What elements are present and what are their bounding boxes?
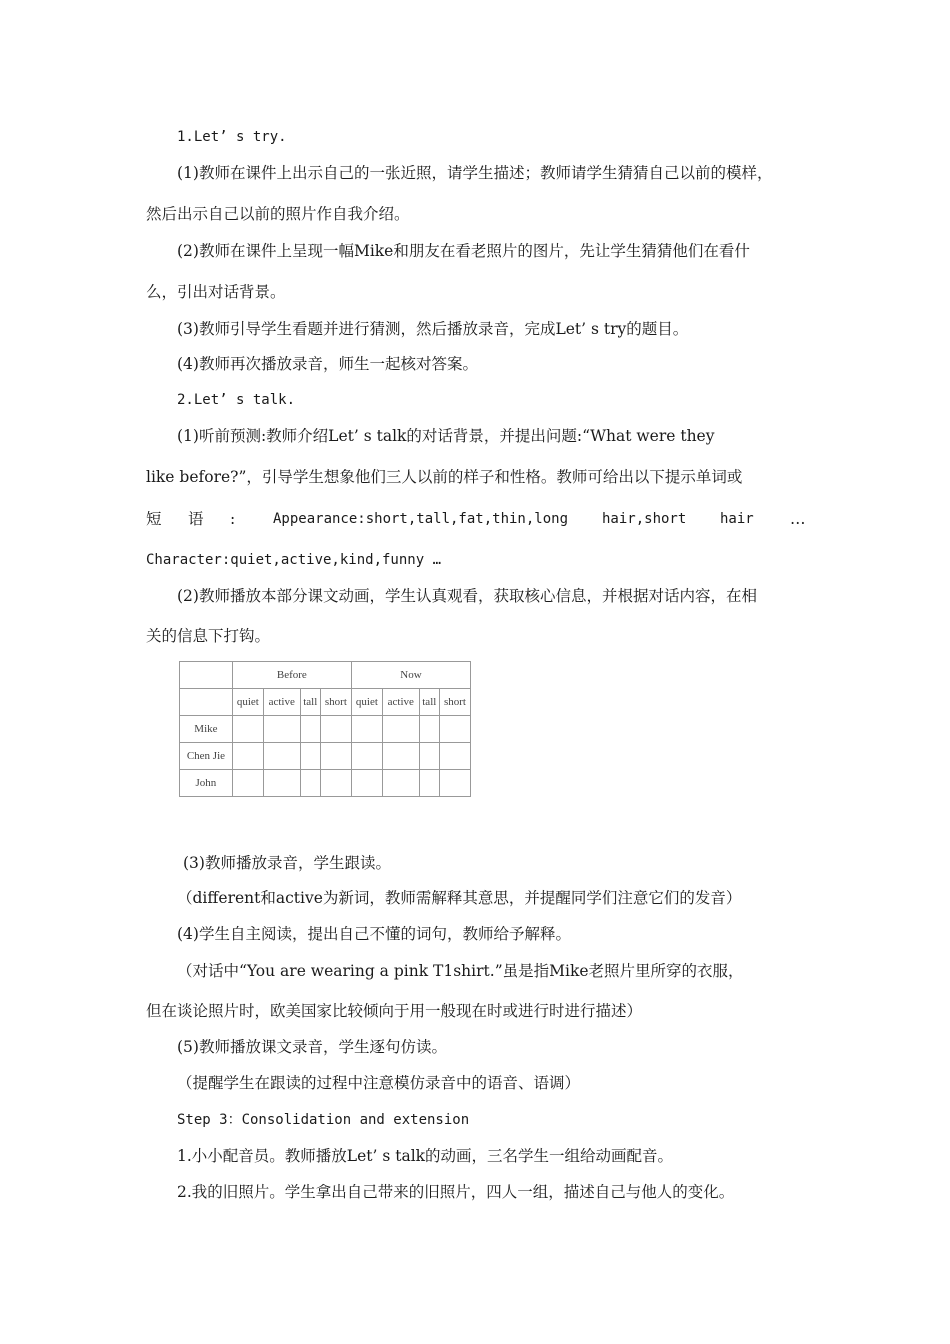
table-row [180, 662, 471, 689]
paragraph-line: Character:quiet,active,kind,funny … [146, 552, 442, 568]
table-cell [263, 716, 300, 743]
table-cell [320, 743, 351, 770]
paragraph-line: hair,short [602, 511, 687, 527]
paragraph-line: （提醒学生在跟读的过程中注意模仿录音中的语音、语调） [177, 1074, 581, 1092]
paragraph-line: 2.我的旧照片。学生拿出自己带来的旧照片，四人一组，描述自己与他人的变化。 [177, 1183, 735, 1201]
table-column-header: tall [419, 689, 439, 716]
table-cell [382, 770, 419, 797]
table-column-header: short [320, 689, 351, 716]
checklist-table [179, 661, 471, 797]
table-cell [300, 743, 320, 770]
paragraph-line: (5)教师播放课文录音，学生逐句仿读。 [177, 1038, 447, 1056]
paragraph-line: (3)教师引导学生看题并进行猜测，然后播放录音，完成Let’ s try的题目。 [177, 320, 689, 338]
table-row-header: Chen Jie [180, 743, 233, 770]
paragraph-line: 关的信息下打钩。 [146, 627, 271, 645]
table-cell [263, 770, 300, 797]
paragraph-line: (2)教师播放本部分课文动画，学生认真观看，获取核心信息，并根据对话内容，在相 [177, 587, 757, 605]
paragraph-line: like before?”，引导学生想象他们三人以前的样子和性格。教师可给出以下提示单词或 [146, 468, 743, 486]
table-column-header: quiet [351, 689, 382, 716]
table-column-header: active [382, 689, 419, 716]
paragraph-line: 语 [188, 510, 204, 528]
table-cell [419, 743, 439, 770]
paragraph-line: 但在谈论照片时，欧美国家比较倾向于用一般现在时或进行时进行描述） [146, 1002, 643, 1020]
table-cell [300, 770, 320, 797]
table-cell [439, 716, 470, 743]
paragraph-line: 1.小小配音员。教师播放Let’ s talk的动画，三名学生一组给动画配音。 [177, 1147, 674, 1165]
table-row [180, 743, 471, 770]
paragraph-line: (4)学生自主阅读，提出自己不懂的词句，教师给予解释。 [177, 925, 571, 943]
table-column-header: active [263, 689, 300, 716]
paragraph-line: 么，引出对话背景。 [146, 283, 286, 301]
table-cell [320, 716, 351, 743]
paragraph-line: (3)教师播放录音，学生跟读。 [183, 854, 391, 872]
table-cell [419, 770, 439, 797]
paragraph-line: （different和active为新词，教师需解释其意思，并提醒同学们注意它们的发音） [177, 889, 742, 907]
table-cell [351, 716, 382, 743]
paragraph-line: 短 [146, 510, 162, 528]
table-cell [263, 743, 300, 770]
table-row [180, 716, 471, 743]
table-cell [300, 716, 320, 743]
table-cell [320, 770, 351, 797]
paragraph-line: (1)教师在课件上出示自己的一张近照，请学生描述；教师请学生猜猜自己以前的模样， [177, 164, 773, 182]
table-cell [351, 743, 382, 770]
paragraph-line: (1)听前预测:教师介绍Let’ s talk的对话背景，并提出问题:“What were they [177, 427, 715, 445]
paragraph-line: (2)教师在课件上呈现一幅Mike和朋友在看老照片的图片，先让学生猜猜他们在看什 [177, 242, 750, 260]
paragraph-line: … [790, 510, 806, 528]
table-cell [180, 662, 233, 689]
section-heading-lets-talk: 2.Let’ s talk. [177, 392, 296, 408]
table-row [180, 689, 471, 716]
section-heading-lets-try: 1.Let’ s try. [177, 129, 287, 145]
section-heading-step3: Step 3：Consolidation and extension [177, 1112, 470, 1128]
table-column-header: quiet [232, 689, 263, 716]
table-column-header: tall [300, 689, 320, 716]
paragraph-line: : [230, 510, 236, 528]
paragraph-line: 然后出示自己以前的照片作自我介绍。 [146, 205, 410, 223]
paragraph-line: （对话中“You are wearing a pink T1shirt.”虽是指Mike老照片里所穿的衣服， [177, 962, 744, 980]
table-cell [180, 689, 233, 716]
table-cell [439, 770, 470, 797]
table-cell [439, 743, 470, 770]
table-row [180, 770, 471, 797]
table-cell [232, 743, 263, 770]
paragraph-line: (4)教师再次播放录音，师生一起核对答案。 [177, 355, 478, 373]
table-column-header: short [439, 689, 470, 716]
table-cell [382, 743, 419, 770]
table-cell [382, 716, 419, 743]
table-group-header: Before [232, 662, 351, 689]
table-group-header: Now [351, 662, 470, 689]
table-row-header: Mike [180, 716, 233, 743]
table-cell [351, 770, 382, 797]
table-cell [419, 716, 439, 743]
table-cell [232, 716, 263, 743]
table-cell [232, 770, 263, 797]
paragraph-line: Appearance:short,tall,fat,thin,long [273, 511, 569, 527]
table-row-header: John [180, 770, 233, 797]
paragraph-line: hair [720, 511, 754, 527]
